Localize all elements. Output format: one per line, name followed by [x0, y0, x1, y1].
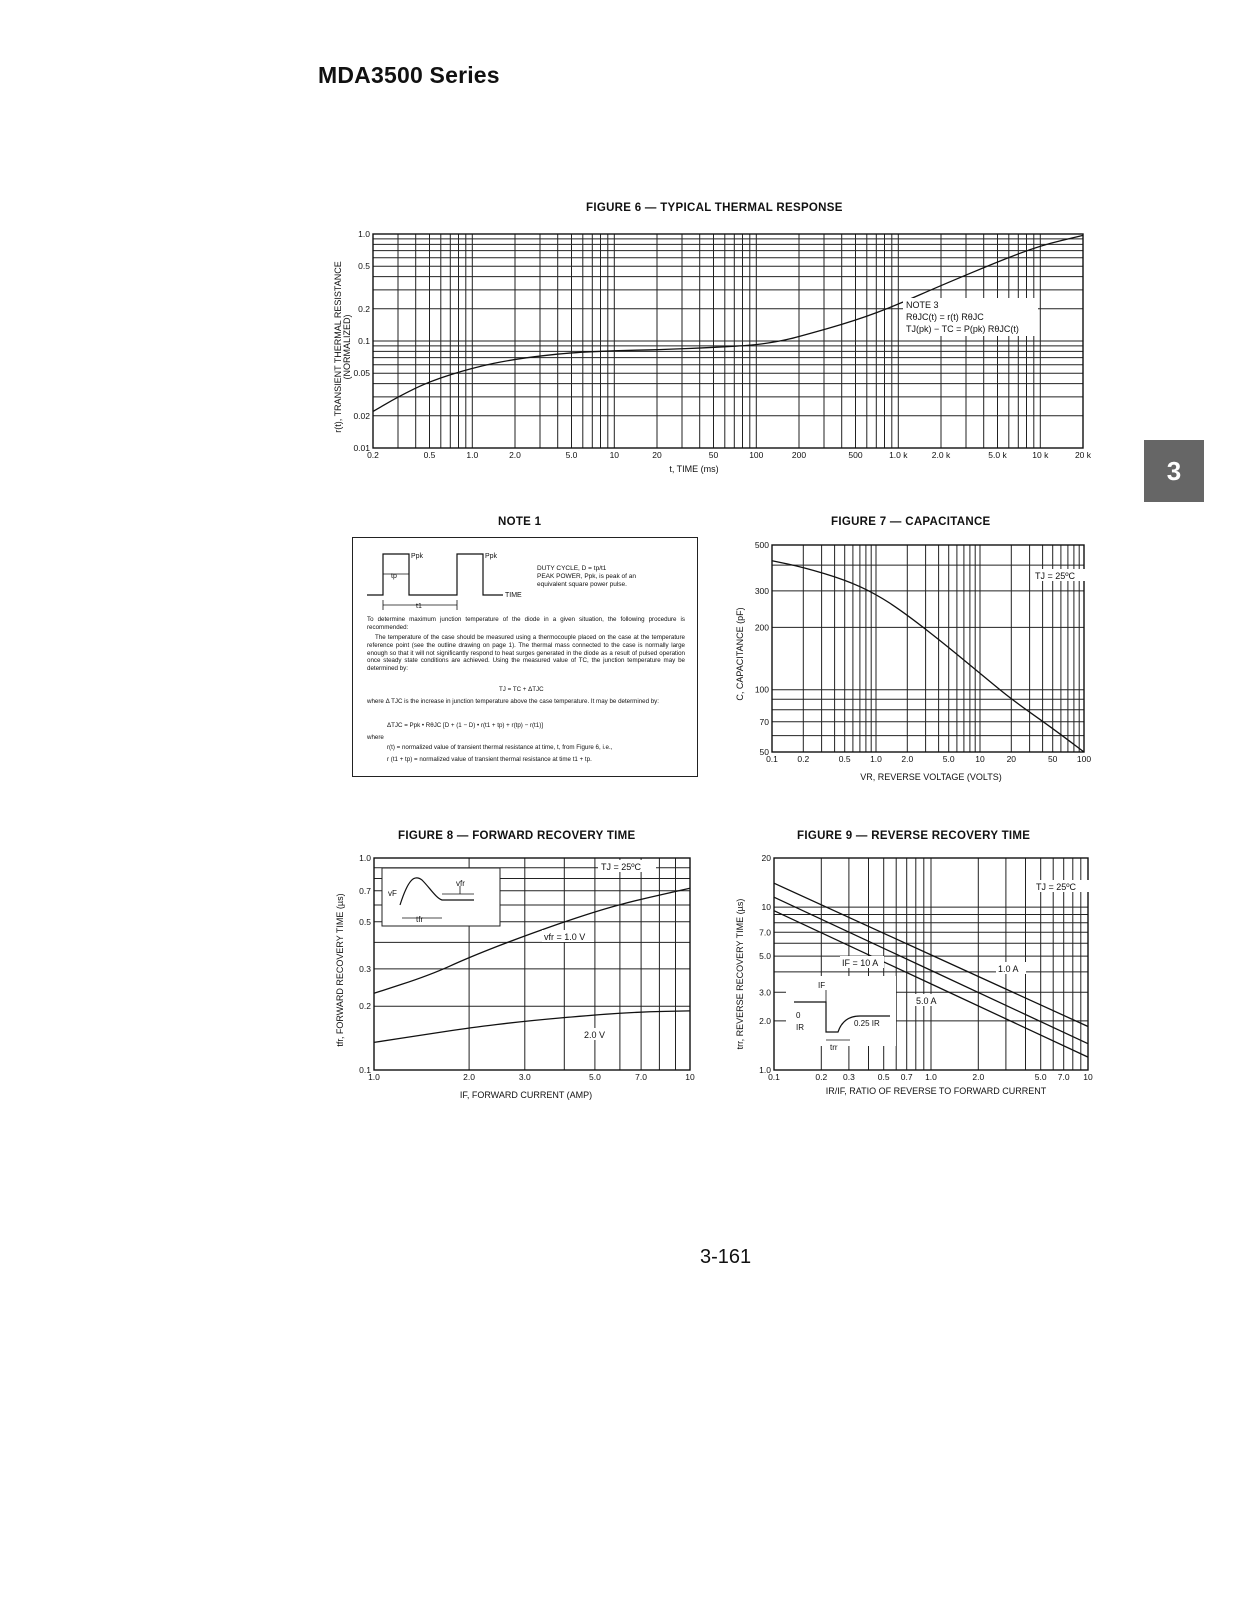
fig6-xtick-label: 10 — [609, 450, 620, 460]
fig9-xtick-label: 0.2 — [815, 1072, 828, 1082]
fig6-note-line3: TJ(pk) − TC = P(pk) RθJC(t) — [906, 324, 1019, 334]
note1-ppk-1: Ppk — [411, 553, 424, 560]
section-tab — [1144, 440, 1204, 502]
fig7-xtick-label: 5.0 — [942, 754, 955, 764]
fig8-xtick-label: 2.0 — [463, 1072, 476, 1082]
note1-eq2: ΔTJC = Ppk • RθJC [D + (1 − D) • r(t1 + tp) + r(tp) − r(t1)] — [387, 722, 543, 729]
fig9-series2-label: 5.0 A — [916, 996, 937, 1006]
note1-duty-1: DUTY CYCLE, D = tp/t1 — [537, 565, 607, 572]
note1-where: where — [367, 734, 384, 741]
fig6-grid — [373, 234, 1083, 448]
fig6-xtick-label: 20 — [652, 450, 662, 460]
fig8-xlabel: IF, FORWARD CURRENT (AMP) — [459, 1090, 593, 1100]
fig6-title: FIGURE 6 — TYPICAL THERMAL RESPONSE — [586, 202, 843, 214]
fig6-xtick-label: 100 — [749, 450, 764, 460]
fig6-xtick-label: 1.0 — [466, 450, 479, 460]
page-number: 3-161 — [700, 1246, 752, 1268]
fig8-xtick-label: 5.0 — [588, 1072, 601, 1082]
fig9-ytick-label: 1.0 — [759, 1065, 771, 1075]
fig9-inset-trr: trr — [830, 1043, 838, 1052]
note1-waveform — [353, 538, 696, 618]
fig9-ytick-label: 3.0 — [759, 987, 771, 998]
fig7-xtick-label: 0.5 — [838, 754, 851, 764]
fig7-ytick-label: 100 — [754, 684, 769, 695]
fig7-annotation: TJ = 25ºC — [1035, 571, 1076, 581]
fig9-ytick-label: 20 — [761, 853, 771, 863]
fig7-ytick-label: 200 — [754, 622, 769, 633]
fig7-curves — [772, 561, 1084, 752]
fig6-ytick-label: 0.05 — [353, 368, 370, 379]
fig6-chart — [325, 222, 1100, 478]
fig6-xtick-label: 5.0 — [565, 450, 578, 460]
fig8-inset-vf: vF — [388, 889, 397, 898]
fig9-xtick-label: 0.3 — [842, 1072, 855, 1082]
fig9-inset — [786, 976, 896, 1052]
note1-time: TIME — [505, 592, 522, 599]
fig6-xtick-label: 0.2 — [367, 450, 379, 460]
fig9-xtick-label: 2.0 — [972, 1072, 985, 1082]
fig8-ytick-label: 0.3 — [359, 963, 371, 974]
note1-eq1: TJ = TC + ΔTJC — [499, 686, 544, 693]
series-title: MDA3500 Series — [318, 62, 500, 88]
fig9-xlabel: IR/IF, RATIO OF REVERSE TO FORWARD CURRENT — [825, 1086, 1047, 1096]
fig6-xtick-label: 5.0 k — [988, 450, 1007, 460]
fig9-ytick-label: 7.0 — [759, 927, 771, 938]
fig8-inset-vfr: vfr — [456, 879, 465, 888]
fig8-ytick-label: 0.2 — [359, 1001, 371, 1012]
note1-ppk-2: Ppk — [485, 553, 498, 560]
fig9-inset-if: IF — [818, 981, 826, 990]
fig8-title: FIGURE 8 — FORWARD RECOVERY TIME — [398, 830, 636, 842]
note1-t1: t1 — [416, 603, 422, 610]
fig9-annotation: TJ = 25ºC — [1036, 882, 1077, 892]
fig8-xtick-label: 3.0 — [518, 1072, 531, 1082]
fig8-series2-label: 2.0 V — [584, 1030, 606, 1040]
fig7-ylabel: C, CAPACITANCE (pF) — [735, 607, 745, 701]
fig6-ticks — [353, 229, 1091, 460]
note1-para1: To determine maximum junction temperature of the diode in a given situation, the following procedure is recommended: — [367, 616, 685, 631]
fig6-ytick-label: 0.5 — [358, 261, 370, 272]
fig8-annotation: TJ = 25ºC — [601, 862, 642, 872]
fig8-xtick-label: 7.0 — [635, 1072, 648, 1082]
fig9-xtick-label: 1.0 — [925, 1072, 937, 1082]
fig7-xtick-label: 2.0 — [901, 754, 914, 764]
fig7-xtick-label: 20 — [1006, 754, 1017, 764]
fig6-xtick-label: 10 k — [1032, 450, 1049, 460]
fig6-xtick-label: 500 — [848, 450, 863, 460]
fig8-ytick-label: 1.0 — [359, 853, 371, 863]
note1-duty-2: PEAK POWER, Ppk, is peak of an — [537, 573, 636, 580]
fig6-xtick-label: 2.0 — [509, 450, 521, 460]
fig8-series-line-2 — [374, 1011, 690, 1043]
section-tab-label: 3 — [1166, 456, 1182, 486]
fig8-inset-tfr: tfr — [416, 915, 424, 924]
fig7-xlabel: VR, REVERSE VOLTAGE (VOLTS) — [860, 772, 1002, 782]
fig7-ytick-label: 50 — [759, 747, 769, 757]
fig8-xtick-label: 10 — [685, 1072, 695, 1082]
fig9-xtick-label: 5.0 — [1034, 1072, 1047, 1082]
fig7-ytick-label: 500 — [754, 540, 769, 550]
fig6-ytick-label: 0.01 — [353, 443, 370, 453]
fig6-xtick-label: 20 k — [1074, 450, 1092, 460]
fig7-chart — [730, 537, 1105, 787]
fig6-ylabel-1: r(t), TRANSIENT THERMAL RESISTANCE — [333, 261, 343, 433]
fig8-inset — [382, 868, 500, 926]
fig6-note-line2: RθJC(t) = r(t) RθJC — [906, 312, 984, 322]
fig9-inset-zero: 0 — [796, 1011, 801, 1020]
fig7-xtick-label: 10 — [975, 754, 985, 764]
fig9-xtick-label: 10 — [1083, 1072, 1093, 1082]
fig6-ytick-label: 0.1 — [358, 336, 370, 346]
fig7-series-line-1 — [772, 561, 1084, 752]
note1-box — [352, 537, 698, 777]
fig6-xtick-label: 1.0 k — [889, 450, 908, 460]
note1-duty-3: equivalent square power pulse. — [537, 581, 627, 588]
fig9-ytick-label: 5.0 — [759, 951, 771, 962]
fig6-ytick-label: 0.2 — [358, 303, 370, 314]
fig8-ytick-label: 0.1 — [359, 1065, 371, 1075]
fig6-xlabel: t, TIME (ms) — [669, 464, 719, 474]
note1-def1: r(t) = normalized value of transient thermal resistance at time, t, from Figure 6, i.e., — [387, 744, 613, 751]
fig6-note-line1: NOTE 3 — [906, 300, 939, 310]
fig8-ytick-label: 0.5 — [359, 916, 371, 927]
fig9-ytick-label: 2.0 — [759, 1015, 771, 1026]
fig7-xtick-label: 50 — [1047, 754, 1058, 764]
fig9-chart — [730, 850, 1105, 1100]
note1-para2: The temperature of the case should be measured using a thermocouple placed on the case at the temperature reference point (see the outline drawing on page 1). The thermal mass connected to the case is normally large enough so that it will not significantly respond to heat surges generated in the diode as a result of pulsed operation once steady state conditions are achieved. Using the measured value of TC, the junction temperature may be determined by: — [367, 634, 685, 673]
fig7-ytick-label: 300 — [754, 585, 769, 596]
fig8-ylabel: tfr, FORWARD RECOVERY TIME (µs) — [335, 893, 345, 1047]
note1-para3: where Δ TJC is the increase in junction temperature above the case temperature. It may be determined by: — [367, 698, 659, 705]
fig7-xtick-label: 100 — [1076, 754, 1092, 764]
fig6-ytick-label: 1.0 — [358, 229, 370, 239]
fig9-ytick-label: 10 — [761, 902, 771, 913]
fig6-ylabel-2: (NORMALIZED) — [342, 314, 352, 380]
fig7-xtick-label: 0.2 — [797, 754, 810, 764]
fig9-series3-label: 1.0 A — [998, 964, 1019, 974]
note1-title: NOTE 1 — [498, 516, 542, 528]
note1-def2: r (t1 + tp) = normalized value of transient thermal resistance at time t1 + tp. — [387, 756, 592, 763]
fig8-series1-label: vfr = 1.0 V — [544, 932, 586, 942]
fig9-series1-label: IF = 10 A — [842, 958, 879, 968]
note1-tp: tp — [391, 573, 397, 580]
fig9-xtick-label: 0.7 — [900, 1072, 913, 1082]
fig9-inset-ir: IR — [796, 1023, 804, 1032]
fig9-xtick-label: 0.5 — [877, 1072, 890, 1082]
fig6-ytick-label: 0.02 — [353, 410, 370, 421]
fig9-xtick-label: 0.1 — [768, 1072, 780, 1082]
fig9-title: FIGURE 9 — REVERSE RECOVERY TIME — [797, 830, 1031, 842]
fig6-xtick-label: 2.0 k — [931, 450, 951, 460]
fig7-xtick-label: 0.1 — [766, 754, 778, 764]
fig7-xtick-label: 1.0 — [870, 754, 882, 764]
fig9-xtick-label: 7.0 — [1057, 1072, 1070, 1082]
fig7-ytick-label: 70 — [759, 716, 769, 727]
fig8-chart — [330, 850, 710, 1110]
fig6-xtick-label: 200 — [791, 450, 807, 460]
fig8-ytick-label: 0.7 — [359, 885, 371, 896]
fig6-xtick-label: 50 — [708, 450, 719, 460]
fig9-inset-ir-frac: 0.25 IR — [854, 1019, 880, 1028]
fig9-ylabel: trr, REVERSE RECOVERY TIME (µs) — [735, 898, 745, 1050]
fig7-title: FIGURE 7 — CAPACITANCE — [831, 516, 991, 528]
fig8-xtick-label: 1.0 — [368, 1072, 380, 1082]
fig6-xtick-label: 0.5 — [423, 450, 436, 460]
